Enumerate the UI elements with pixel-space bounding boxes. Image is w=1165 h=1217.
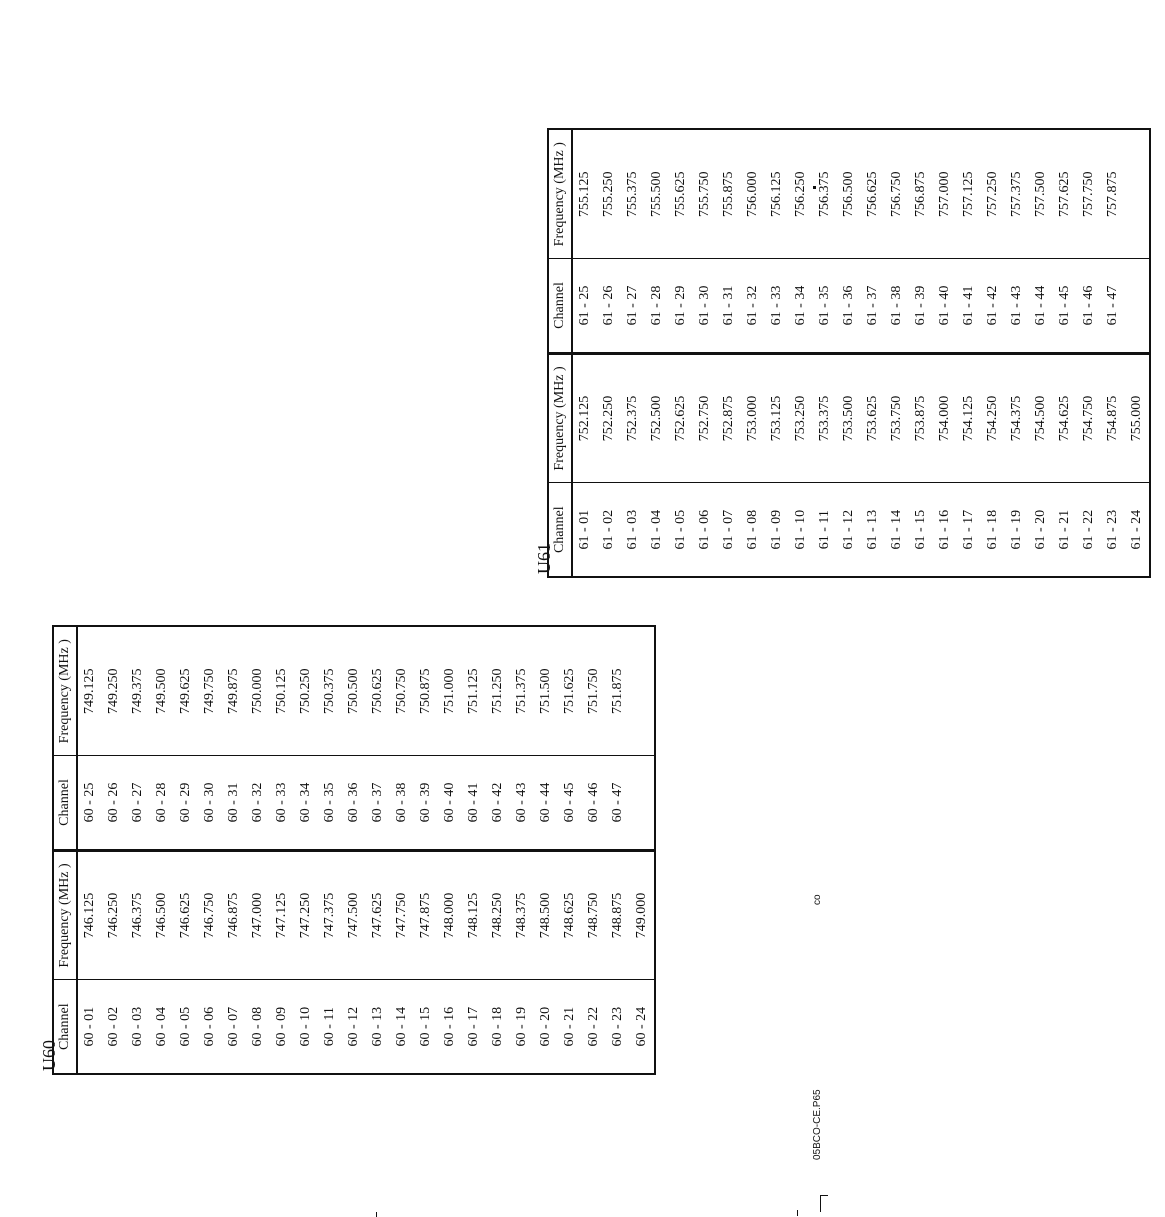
u60-section xyxy=(40,625,670,1075)
channel-cell: 60 - 31 xyxy=(222,756,246,850)
channel-cell: 60 - 02 xyxy=(102,980,126,1074)
channel-cell: 61 - 03 xyxy=(621,483,645,577)
table-row xyxy=(510,626,534,1074)
frequency-cell: 752.750 xyxy=(693,353,717,483)
table-row xyxy=(1029,129,1053,577)
table-row xyxy=(414,626,438,1074)
channel-cell: 61 - 44 xyxy=(1029,259,1053,353)
channel-cell: 60 - 09 xyxy=(270,980,294,1074)
channel-cell: 61 - 20 xyxy=(1029,483,1053,577)
channel-cell: 61 - 32 xyxy=(741,259,765,353)
table-row xyxy=(486,626,510,1074)
channel-cell: 60 - 35 xyxy=(318,756,342,850)
channel-cell: 61 - 39 xyxy=(909,259,933,353)
frequency-cell: 746.125 xyxy=(77,850,102,980)
frequency-cell: 757.875 xyxy=(1105,171,1120,217)
channel-cell: 61 - 15 xyxy=(909,483,933,577)
column-header: Channel xyxy=(548,259,572,353)
frequency-cell: 755.375 xyxy=(625,171,640,217)
channel-cell: 60 - 18 xyxy=(486,980,510,1074)
channel-cell: 60 - 43 xyxy=(510,756,534,850)
frequency-cell: 754.000 xyxy=(933,353,957,483)
table-row xyxy=(198,626,222,1074)
frequency-cell: 754.625 xyxy=(1053,353,1077,483)
table-row xyxy=(462,626,486,1074)
frequency-cell: 752.250 xyxy=(597,353,621,483)
channel-cell: 60 - 16 xyxy=(438,980,462,1074)
frequency-cell: 752.375 xyxy=(621,353,645,483)
channel-cell: 61 - 04 xyxy=(645,483,669,577)
frequency-cell: 754.375 xyxy=(1005,353,1029,483)
frequency-cell: 755.875 xyxy=(721,171,736,217)
channel-cell: 61 - 17 xyxy=(957,483,981,577)
footer-filename: 05BCO-CE.P65 xyxy=(812,1089,823,1160)
frequency-cell: 756.250 xyxy=(793,171,808,217)
frequency-cell: 754.250 xyxy=(981,353,1005,483)
frequency-cell: 757.375 xyxy=(1009,171,1024,217)
channel-cell: 61 - 31 xyxy=(717,259,741,353)
frequency-cell: 757.250 xyxy=(985,171,1000,217)
channel-cell: 60 - 14 xyxy=(390,980,414,1074)
channel-cell: 61 - 37 xyxy=(861,259,885,353)
frequency-cell: 747.875 xyxy=(414,850,438,980)
frequency-cell: 750.125 xyxy=(274,668,289,714)
table-row xyxy=(741,129,765,577)
crop-mark xyxy=(797,1210,798,1216)
margin-dot xyxy=(813,186,816,189)
channel-cell: 61 - 34 xyxy=(789,259,813,353)
channel-cell: 60 - 03 xyxy=(126,980,150,1074)
channel-cell: 60 - 44 xyxy=(534,756,558,850)
column-header: Frequency (MHz ) xyxy=(53,850,77,980)
channel-cell: 61 - 27 xyxy=(621,259,645,353)
channel-cell: 60 - 19 xyxy=(510,980,534,1074)
frequency-cell: 746.875 xyxy=(222,850,246,980)
frequency-cell: 746.750 xyxy=(198,850,222,980)
channel-cell: 61 - 01 xyxy=(572,483,597,577)
channel-cell: 61 - 07 xyxy=(717,483,741,577)
frequency-cell: 755.125 xyxy=(577,171,592,217)
table-row xyxy=(1077,129,1101,577)
frequency-cell: 751.875 xyxy=(610,668,625,714)
channel-cell: 60 - 40 xyxy=(438,756,462,850)
frequency-cell: 747.000 xyxy=(246,850,270,980)
channel-cell: 60 - 29 xyxy=(174,756,198,850)
frequency-cell: 751.500 xyxy=(538,668,553,714)
channel-cell: 60 - 41 xyxy=(462,756,486,850)
frequency-cell: 749.375 xyxy=(130,668,145,714)
channel-cell: 61 - 26 xyxy=(597,259,621,353)
frequency-cell: 750.750 xyxy=(394,668,409,714)
table-row xyxy=(606,626,630,1074)
channel-cell: 60 - 28 xyxy=(150,756,174,850)
channel-cell: 61 - 12 xyxy=(837,483,861,577)
column-header: Channel xyxy=(53,980,77,1074)
frequency-cell: 748.250 xyxy=(486,850,510,980)
channel-cell: 60 - 21 xyxy=(558,980,582,1074)
frequency-cell: 755.500 xyxy=(649,171,664,217)
channel-cell: 61 - 29 xyxy=(669,259,693,353)
channel-cell xyxy=(1125,259,1150,353)
channel-cell: 60 - 25 xyxy=(77,756,102,850)
frequency-cell: 753.125 xyxy=(765,353,789,483)
corner-mark-vertical xyxy=(820,1195,821,1212)
table-row xyxy=(558,626,582,1074)
channel-cell: 60 - 26 xyxy=(102,756,126,850)
table-header-row xyxy=(548,129,572,577)
channel-cell: 61 - 11 xyxy=(813,483,837,577)
channel-cell: 61 - 30 xyxy=(693,259,717,353)
channel-cell: 60 - 36 xyxy=(342,756,366,850)
channel-cell: 60 - 05 xyxy=(174,980,198,1074)
frequency-cell: 746.375 xyxy=(126,850,150,980)
frequency-cell: 748.125 xyxy=(462,850,486,980)
frequency-cell xyxy=(630,626,655,756)
channel-cell: 61 - 19 xyxy=(1005,483,1029,577)
frequency-cell: 748.375 xyxy=(510,850,534,980)
channel-cell: 60 - 01 xyxy=(77,980,102,1074)
table-row xyxy=(318,626,342,1074)
frequency-cell: 756.875 xyxy=(913,171,928,217)
channel-cell: 61 - 10 xyxy=(789,483,813,577)
table-row xyxy=(1125,129,1150,577)
frequency-cell: 754.875 xyxy=(1101,353,1125,483)
column-header: Channel xyxy=(548,483,572,577)
frequency-cell: 757.750 xyxy=(1081,171,1096,217)
table-row xyxy=(342,626,366,1074)
frequency-cell: 747.125 xyxy=(270,850,294,980)
u60-title: U60 xyxy=(39,1040,59,1071)
channel-cell: 60 - 11 xyxy=(318,980,342,1074)
channel-cell: 61 - 06 xyxy=(693,483,717,577)
table-header-row xyxy=(53,626,77,1074)
frequency-cell: 747.750 xyxy=(390,850,414,980)
channel-cell: 61 - 08 xyxy=(741,483,765,577)
frequency-cell: 757.125 xyxy=(961,171,976,217)
channel-cell: 61 - 46 xyxy=(1077,259,1101,353)
frequency-cell: 751.250 xyxy=(490,668,505,714)
frequency-cell: 752.500 xyxy=(645,353,669,483)
channel-cell: 60 - 10 xyxy=(294,980,318,1074)
frequency-cell: 756.500 xyxy=(841,171,856,217)
table-row xyxy=(222,626,246,1074)
frequency-cell: 750.875 xyxy=(418,668,433,714)
frequency-cell: 749.125 xyxy=(82,668,97,714)
channel-cell: 60 - 46 xyxy=(582,756,606,850)
frequency-cell: 748.625 xyxy=(558,850,582,980)
channel-cell: 61 - 47 xyxy=(1101,259,1125,353)
table-row xyxy=(270,626,294,1074)
channel-cell: 61 - 09 xyxy=(765,483,789,577)
frequency-cell: 756.000 xyxy=(745,171,760,217)
table-row xyxy=(572,129,597,577)
channel-cell: 60 - 23 xyxy=(606,980,630,1074)
channel-cell: 61 - 43 xyxy=(1005,259,1029,353)
table-row xyxy=(438,626,462,1074)
channel-cell: 61 - 45 xyxy=(1053,259,1077,353)
frequency-cell: 750.250 xyxy=(298,668,313,714)
frequency-cell: 757.500 xyxy=(1033,171,1048,217)
channel-cell: 60 - 13 xyxy=(366,980,390,1074)
frequency-cell: 750.000 xyxy=(250,668,265,714)
channel-cell: 61 - 28 xyxy=(645,259,669,353)
frequency-cell: 754.500 xyxy=(1029,353,1053,483)
channel-cell: 60 - 06 xyxy=(198,980,222,1074)
table-row xyxy=(597,129,621,577)
table-row xyxy=(981,129,1005,577)
table-row xyxy=(630,626,655,1074)
channel-cell: 60 - 08 xyxy=(246,980,270,1074)
channel-cell: 60 - 12 xyxy=(342,980,366,1074)
frequency-cell: 757.000 xyxy=(937,171,952,217)
frequency-cell: 751.750 xyxy=(586,668,601,714)
channel-cell: 60 - 32 xyxy=(246,756,270,850)
frequency-cell: 749.750 xyxy=(202,668,217,714)
column-header: Frequency (MHz ) xyxy=(548,353,572,483)
column-header: Channel xyxy=(53,756,77,850)
frequency-cell: 751.125 xyxy=(466,668,481,714)
frequency-cell: 757.625 xyxy=(1057,171,1072,217)
table-row xyxy=(837,129,861,577)
channel-cell: 61 - 22 xyxy=(1077,483,1101,577)
frequency-cell: 749.500 xyxy=(154,668,169,714)
column-header: Frequency (MHz ) xyxy=(53,626,77,756)
table-row xyxy=(1005,129,1029,577)
channel-cell: 60 - 47 xyxy=(606,756,630,850)
channel-cell: 61 - 33 xyxy=(765,259,789,353)
frequency-cell: 751.625 xyxy=(562,668,577,714)
frequency-cell: 753.250 xyxy=(789,353,813,483)
table-row xyxy=(717,129,741,577)
channel-cell: 60 - 45 xyxy=(558,756,582,850)
channel-cell: 61 - 36 xyxy=(837,259,861,353)
channel-cell: 60 - 04 xyxy=(150,980,174,1074)
channel-cell: 61 - 25 xyxy=(572,259,597,353)
frequency-cell: 747.250 xyxy=(294,850,318,980)
frequency-cell: 747.625 xyxy=(366,850,390,980)
frequency-cell: 746.500 xyxy=(150,850,174,980)
table-row xyxy=(693,129,717,577)
channel-cell: 61 - 23 xyxy=(1101,483,1125,577)
channel-cell: 61 - 14 xyxy=(885,483,909,577)
frequency-cell: 748.750 xyxy=(582,850,606,980)
table-row xyxy=(534,626,558,1074)
frequency-cell: 750.625 xyxy=(370,668,385,714)
channel-cell: 60 - 24 xyxy=(630,980,655,1074)
channel-cell: 61 - 41 xyxy=(957,259,981,353)
table-row xyxy=(909,129,933,577)
channel-cell: 60 - 39 xyxy=(414,756,438,850)
channel-cell: 60 - 15 xyxy=(414,980,438,1074)
frequency-cell: 753.875 xyxy=(909,353,933,483)
frequency-cell: 752.125 xyxy=(572,353,597,483)
frequency-cell: 747.375 xyxy=(318,850,342,980)
channel-cell: 60 - 07 xyxy=(222,980,246,1074)
channel-cell: 61 - 38 xyxy=(885,259,909,353)
channel-cell: 61 - 13 xyxy=(861,483,885,577)
table-row xyxy=(645,129,669,577)
u61-frequency-table xyxy=(547,128,1151,578)
table-row xyxy=(390,626,414,1074)
channel-cell: 60 - 30 xyxy=(198,756,222,850)
frequency-cell: 748.500 xyxy=(534,850,558,980)
channel-cell: 60 - 20 xyxy=(534,980,558,1074)
frequency-cell: 751.375 xyxy=(514,668,529,714)
u61-title: U61 xyxy=(534,543,554,574)
frequency-cell: 755.000 xyxy=(1125,353,1150,483)
frequency-cell: 755.250 xyxy=(601,171,616,217)
channel-cell: 61 - 42 xyxy=(981,259,1005,353)
channel-cell: 61 - 24 xyxy=(1125,483,1150,577)
frequency-cell: 747.500 xyxy=(342,850,366,980)
corner-mark-horizontal xyxy=(820,1195,828,1196)
channel-cell: 60 - 17 xyxy=(462,980,486,1074)
frequency-cell: 754.750 xyxy=(1077,353,1101,483)
frequency-cell: 749.000 xyxy=(630,850,655,980)
table-row xyxy=(366,626,390,1074)
table-row xyxy=(813,129,837,577)
frequency-cell: 756.125 xyxy=(769,171,784,217)
frequency-cell: 749.625 xyxy=(178,668,193,714)
table-row xyxy=(246,626,270,1074)
channel-cell: 60 - 37 xyxy=(366,756,390,850)
frequency-cell: 749.250 xyxy=(106,668,121,714)
frequency-cell: 754.125 xyxy=(957,353,981,483)
frequency-cell: 751.000 xyxy=(442,668,457,714)
channel-cell: 60 - 22 xyxy=(582,980,606,1074)
table-row xyxy=(933,129,957,577)
frequency-cell: 755.625 xyxy=(673,171,688,217)
table-row xyxy=(789,129,813,577)
channel-cell xyxy=(630,756,655,850)
channel-cell: 61 - 40 xyxy=(933,259,957,353)
frequency-cell: 748.875 xyxy=(606,850,630,980)
table-row xyxy=(582,626,606,1074)
frequency-cell: 748.000 xyxy=(438,850,462,980)
table-row xyxy=(126,626,150,1074)
table-row xyxy=(150,626,174,1074)
table-row xyxy=(669,129,693,577)
table-row xyxy=(765,129,789,577)
table-row xyxy=(1101,129,1125,577)
channel-cell: 61 - 02 xyxy=(597,483,621,577)
footer-page-mark: co xyxy=(812,894,823,905)
margin-tick xyxy=(376,1212,377,1217)
frequency-cell: 750.500 xyxy=(346,668,361,714)
frequency-cell: 752.625 xyxy=(669,353,693,483)
frequency-cell: 755.750 xyxy=(697,171,712,217)
channel-cell: 61 - 21 xyxy=(1053,483,1077,577)
table-row xyxy=(861,129,885,577)
frequency-cell: 753.500 xyxy=(837,353,861,483)
frequency-cell: 752.875 xyxy=(717,353,741,483)
frequency-cell: 753.750 xyxy=(885,353,909,483)
table-row xyxy=(102,626,126,1074)
u60-frequency-table xyxy=(52,625,656,1075)
u61-section xyxy=(535,128,1165,578)
frequency-cell: 753.375 xyxy=(813,353,837,483)
frequency-cell: 756.625 xyxy=(865,171,880,217)
frequency-cell: 746.250 xyxy=(102,850,126,980)
table-row xyxy=(885,129,909,577)
channel-cell: 60 - 33 xyxy=(270,756,294,850)
table-row xyxy=(174,626,198,1074)
table-row xyxy=(957,129,981,577)
channel-cell: 61 - 05 xyxy=(669,483,693,577)
frequency-cell: 746.625 xyxy=(174,850,198,980)
frequency-cell: 750.375 xyxy=(322,668,337,714)
frequency-cell: 756.750 xyxy=(889,171,904,217)
frequency-cell: 756.375 xyxy=(817,171,832,217)
channel-cell: 61 - 35 xyxy=(813,259,837,353)
channel-cell: 60 - 42 xyxy=(486,756,510,850)
frequency-cell: 753.625 xyxy=(861,353,885,483)
channel-cell: 60 - 27 xyxy=(126,756,150,850)
frequency-cell: 753.000 xyxy=(741,353,765,483)
table-row xyxy=(294,626,318,1074)
frequency-cell: 749.875 xyxy=(226,668,241,714)
channel-cell: 61 - 16 xyxy=(933,483,957,577)
frequency-cell xyxy=(1125,129,1150,259)
channel-cell: 60 - 38 xyxy=(390,756,414,850)
table-row xyxy=(1053,129,1077,577)
column-header: Frequency (MHz ) xyxy=(548,129,572,259)
table-row xyxy=(621,129,645,577)
table-row xyxy=(77,626,102,1074)
channel-cell: 61 - 18 xyxy=(981,483,1005,577)
channel-cell: 60 - 34 xyxy=(294,756,318,850)
